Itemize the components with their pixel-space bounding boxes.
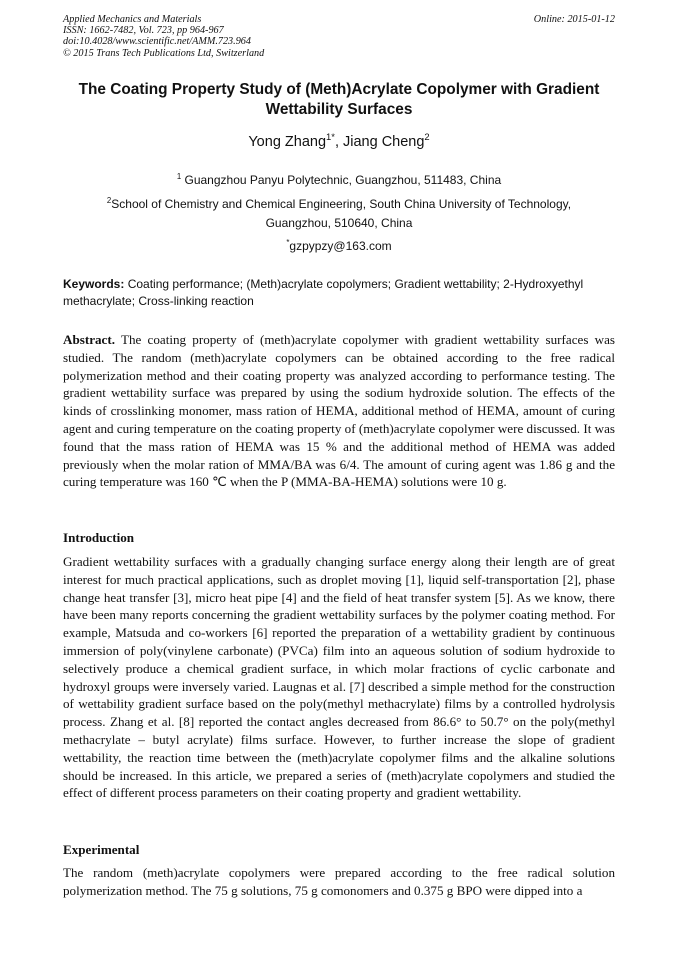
keywords-label: Keywords: <box>63 277 125 291</box>
issn-line: ISSN: 1662-7482, Vol. 723, pp 964-967 <box>63 25 224 37</box>
affiliation-superscript: 2 <box>106 196 112 205</box>
affiliation-2 <box>88 195 590 233</box>
email-link[interactable]: gzpypzy@163.com <box>289 239 392 253</box>
doi-line: doi:10.4028/www.scientific.net/AMM.723.964 <box>63 36 251 48</box>
journal-header <box>63 14 615 59</box>
experimental-paragraph: The random (meth)acrylate copolymers were prepared according to the free radical solution polymerization method. The 75 g solutions, 75 g comonomers and 0.375 g BPO were dipped into a <box>63 865 615 898</box>
author-name: Yong Zhang <box>248 134 327 150</box>
paper-title: The Coating Property Study of (Meth)Acrylate Copolymer with Gradient Wettability Surfaces <box>78 81 600 118</box>
abstract-label: Abstract. <box>63 332 115 347</box>
email-superscript: * <box>286 238 290 247</box>
author-separator: , <box>334 134 343 150</box>
section-heading-experimental: Experimental <box>63 842 140 857</box>
copyright-line: © 2015 Trans Tech Publications Ltd, Switzerland <box>63 47 265 59</box>
keywords-text: Coating performance; (Meth)acrylate copolymers; Gradient wettability; 2-Hydroxyethyl methacrylate; Cross-linking reaction <box>63 277 584 308</box>
author-name: Jiang Cheng <box>343 134 425 150</box>
journal-name: Applied Mechanics and Materials <box>63 14 202 25</box>
online-date: Online: 2015-01-12 <box>533 14 615 25</box>
author-superscript: 1* <box>326 131 335 143</box>
author-superscript: 2 <box>424 131 430 143</box>
author-line <box>40 131 638 150</box>
affiliation-text: School of Chemistry and Chemical Engineering, South China University of Technology, Guangzhou, 510640, China <box>111 197 572 230</box>
section-heading-introduction: Introduction <box>63 530 135 545</box>
corresponding-email <box>63 237 615 256</box>
abstract <box>63 331 615 491</box>
affiliation-text: Guangzhou Panyu Polytechnic, Guangzhou, 511483, China <box>181 173 502 187</box>
affiliation-superscript: 1 <box>176 172 182 181</box>
keywords <box>63 276 615 310</box>
introduction-paragraph: Gradient wettability surfaces with a gradually changing surface energy along their length are of great interest for much practical applications, such as droplet moving [1], liquid self-transportation [2], phase change heat transfer [3], micro heat pipe [4] and the field of heat transfer system [5]. As we know, there have been many reports concerning the gradient wettability surfaces by the polymer coating method. For example, Matsuda and co-workers [6] reported the preparation of a wettability gradient by continuous immersion of poly(vinylene carbonate) (PVCa) film into an aqueous solution of sodium hydroxide to selectively produce a chemical gradient surface, in which molar fractions of cyclic carbonate and hydroxyl groups were inversely varied. Laugnas et al. [7] described a simple method for the construction of wettability gradient surface based on the poly(methyl methacrylate) films by a controlled hydrolysis process. Zhang et al. [8] reported the contact angles decreased from 86.6° to 50.7° on the poly(methyl methacrylate – butyl acrylate) films surface. However, to further increase the slope of gradient wettability, the reaction time between the (meth)acrylate copolymer films and the alkaline solutions should be increased. In this article, we prepared a series of (meth)acrylate copolymers and studied the effect of different process parameters on their coating property and gradient wettability. <box>63 554 615 801</box>
abstract-text: The coating property of (meth)acrylate copolymer with gradient wettability surfaces was studied. The random (meth)acrylate copolymers can be obtained according to the free radical polymerization method and their coating property was analyzed according to performance testing. The gradient wettability surface was prepared by using the sodium hydroxide solution. The effects of the kinds of crosslinking monomer, mass ration of HEMA, additional method of HEMA, amount of curing agent and curing temperature on the coating property of (meth)acrylate copolymer were discussed. It was found that the mass ration of HEMA was 15 % and the additional method of HEMA was added previously when the molar ration of MMA/BA was 6/4. The amount of curing agent was 1.86 g and the curing temperature was 160 ℃ when the P (MMA-BA-HEMA) solutions were 10 g. <box>63 332 615 490</box>
affiliation-1 <box>63 171 615 190</box>
